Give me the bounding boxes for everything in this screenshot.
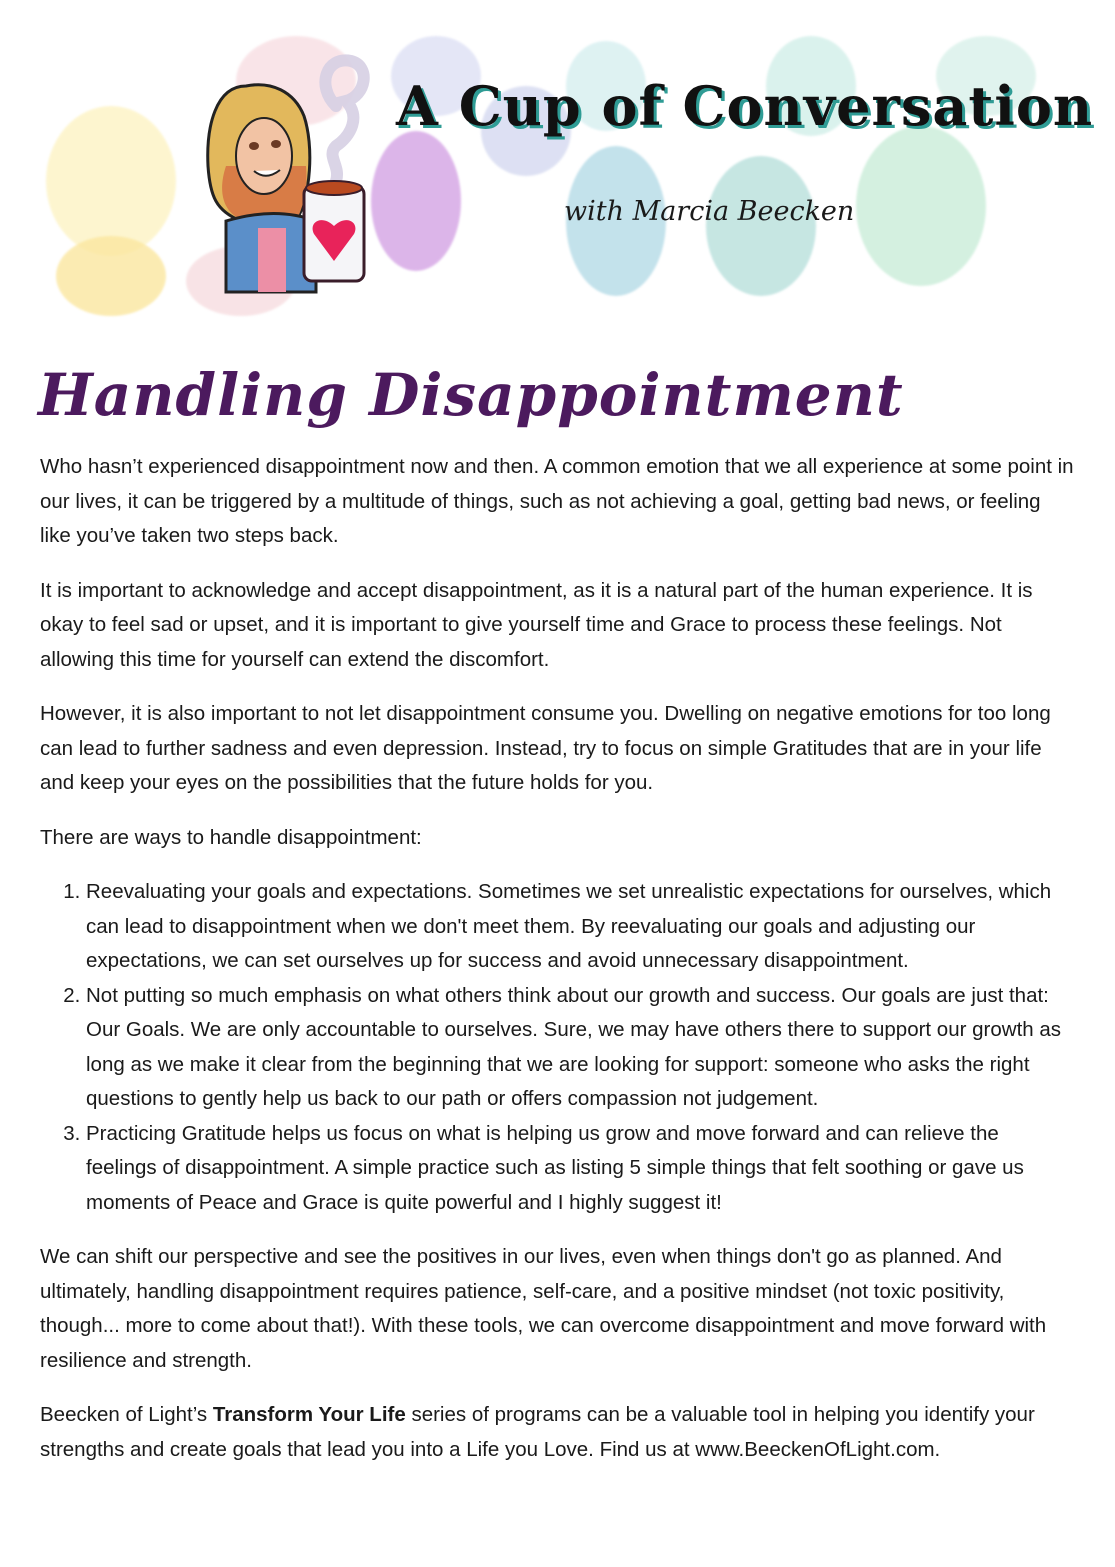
- article-body: [40, 450, 1075, 1487]
- list-item: 2. Not putting so much emphasis on what others think about our growth and success. Our goals are just that: Our Goals. We are only accountable to ourselves. Sure, we may have others there to support our growth as long as we make it clear from the beginning that we are looking for support: someone who asks the right questions to gently help us back to our path or offers compassion not judgement.: [86, 979, 1075, 1117]
- watercolor-blob: [856, 126, 986, 286]
- article-title: Handling Disappointment: [38, 360, 904, 429]
- program-name: Transform Your Life: [212, 1403, 406, 1426]
- ways-list: [40, 875, 1075, 1220]
- closing-paragraph: We can shift our perspective and see the positives in our lives, even when things don't go as planned. And ultimately, handling disappointment requires patience, self-care, and a positive mindset (not toxic positivity, though... more to come about that!). With these tools, we can overcome disappointment and move forward with resilience and strength.: [40, 1245, 1047, 1372]
- banner-subtitle: with Marcia Beecken: [564, 196, 855, 227]
- header-banner: [66, 46, 1094, 292]
- promo-prefix: Beecken of Light’s: [40, 1403, 213, 1426]
- watercolor-blob: [46, 106, 176, 256]
- paragraph: Who hasn’t experienced disappointment now and then. A common emotion that we all experience at some point in our lives, it can be triggered by a multitude of things, such as not achieving a goal, getting bad news, or feeling like you’ve taken two steps back.: [40, 455, 1074, 547]
- promo-suffix: series of programs can be a valuable tool in helping you identify your strengths and create goals that lead you into a Life you Love. Find us at www.BeeckenOfLight.com.: [40, 1403, 1035, 1461]
- paragraph: However, it is also important to not let disappointment consume you. Dwelling on negative emotions for too long can lead to further sadness and even depression. Instead, try to focus on simple Gratitudes that are in your life and keep your eyes on the possibilities that the future holds for you.: [40, 702, 1051, 794]
- avatar-illustration: [186, 46, 426, 292]
- promo-paragraph: [40, 1398, 1075, 1467]
- paragraph: It is important to acknowledge and accept disappointment, as it is a natural part of the human experience. It is okay to feel sad or upset, and it is important to give yourself time and Grace to process these feelings. Not allowing this time for yourself can extend the discomfort.: [40, 578, 1033, 671]
- banner-title: A Cup of Conversation: [396, 74, 1094, 138]
- paragraph: There are ways to handle disappointment:: [40, 825, 422, 849]
- list-item: 3. Practicing Gratitude helps us focus on what is helping us grow and move forward and can relieve the feelings of disappointment. A simple practice such as listing 5 simple things that felt soothing or gave us moments of Peace and Grace is quite powerful and I highly suggest it!: [86, 1117, 1075, 1221]
- list-item: 1. Reevaluating your goals and expectations. Sometimes we set unrealistic expectations for ourselves, which can lead to disappointment when we don't meet them. By reevaluating our goals and adjusting our expectations, we can set ourselves up for success and avoid unnecessary disappointment.: [86, 875, 1075, 979]
- watercolor-blob: [56, 236, 166, 316]
